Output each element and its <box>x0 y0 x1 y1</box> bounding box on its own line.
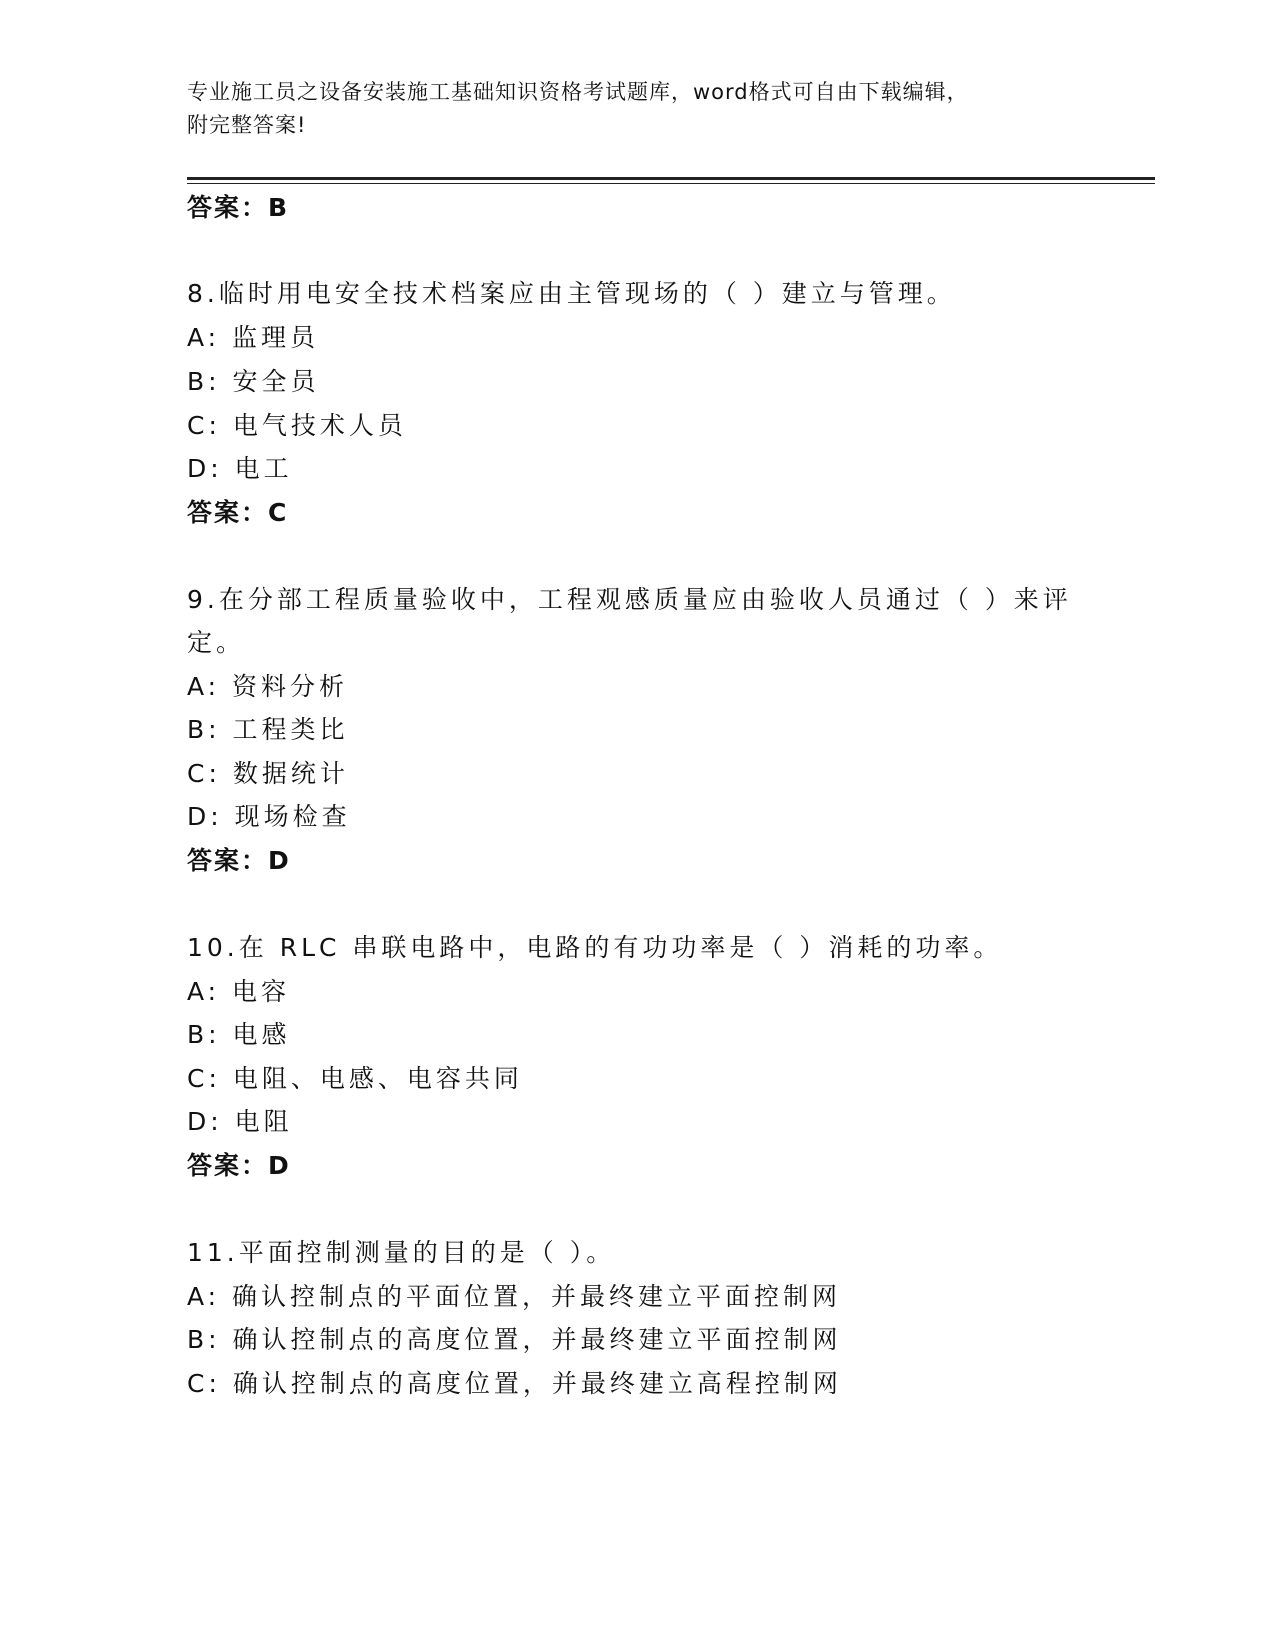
question-8-answer: 答案：C <box>187 498 289 527</box>
question-8-option-c: C: 电气技术人员 <box>187 411 407 440</box>
question-10-answer: 答案：D <box>187 1151 291 1180</box>
question-10-option-c: C: 电阻、电感、电容共同 <box>187 1064 523 1093</box>
question-8-option-b: B: 安全员 <box>187 367 320 396</box>
question-11-stem: 11.平面控制测量的目的是（ ）。 <box>187 1238 616 1267</box>
question-9-option-d: D: 现场检查 <box>187 802 351 831</box>
question-9-option-c: C: 数据统计 <box>187 759 349 788</box>
header-line-2: 附完整答案! <box>187 113 307 137</box>
question-11-option-c: C: 确认控制点的高度位置，并最终建立高程控制网 <box>187 1369 842 1398</box>
question-8-option-d: D: 电工 <box>187 454 293 483</box>
question-10-option-d: D: 电阻 <box>187 1107 293 1136</box>
question-9-stem-line-1: 9.在分部工程质量验收中，工程观感质量应由验收人员通过（ ）来评 <box>187 585 1072 614</box>
header-line-1: 专业施工员之设备安装施工基础知识资格考试题库，word格式可自由下载编辑， <box>187 80 969 104</box>
question-10-option-a: A: 电容 <box>187 977 291 1006</box>
header-divider-thick <box>187 177 1155 180</box>
question-8-stem: 8.临时用电安全技术档案应由主管现场的（ ）建立与管理。 <box>187 279 956 308</box>
question-9-option-a: A: 资料分析 <box>187 672 349 701</box>
document-header <box>187 76 1067 142</box>
question-11-option-a: A: 确认控制点的平面位置，并最终建立平面控制网 <box>187 1282 842 1311</box>
header-divider-thin <box>187 183 1155 184</box>
question-9-stem-line-2: 定。 <box>187 628 246 657</box>
question-9-option-b: B: 工程类比 <box>187 715 349 744</box>
question-11-option-b: B: 确认控制点的高度位置，并最终建立平面控制网 <box>187 1325 842 1354</box>
previous-answer: 答案：B <box>187 193 290 222</box>
question-10-option-b: B: 电感 <box>187 1020 291 1049</box>
question-8-option-a: A: 监理员 <box>187 323 320 352</box>
question-9-answer: 答案：D <box>187 846 291 875</box>
question-10-stem: 10.在 RLC 串联电路中，电路的有功功率是（ ）消耗的功率。 <box>187 933 1003 962</box>
